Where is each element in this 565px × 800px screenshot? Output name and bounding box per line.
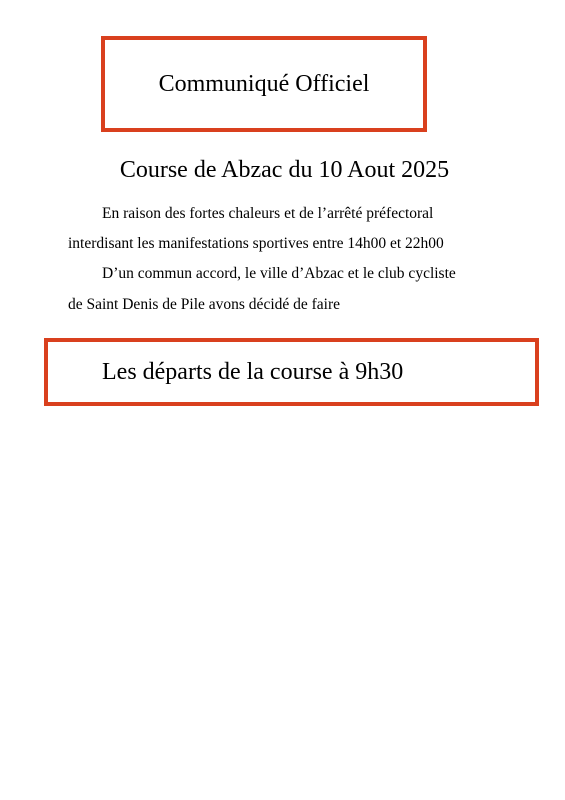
paragraph-line-3: D’un commun accord, le ville d’Abzac et le club cycliste — [102, 265, 456, 282]
event-title: Course de Abzac du 10 Aout 2025 — [119, 157, 450, 183]
departure-notice-box — [44, 338, 539, 406]
communique-title: Communiqué Officiel — [158, 70, 370, 97]
paragraph-line-2: interdisant les manifestations sportives entre 14h00 et 22h00 — [68, 235, 444, 252]
paragraph-line-1: En raison des fortes chaleurs et de l’arrêté préfectoral — [102, 205, 434, 222]
departure-notice: Les départs de la course à 9h30 — [102, 358, 404, 385]
paragraph-line-4: de Saint Denis de Pile avons décidé de faire — [68, 296, 341, 313]
communique-header-box — [101, 36, 427, 132]
